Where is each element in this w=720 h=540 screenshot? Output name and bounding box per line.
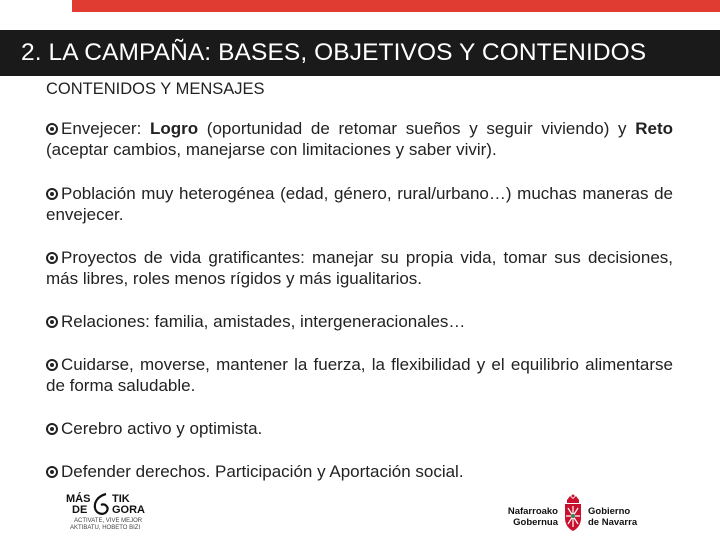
mas-tik-logo (66, 494, 156, 534)
logo-text: MÁS (66, 493, 91, 505)
bullet-text: (aceptar cambios, manejarse con limitaciones y saber vivir). (46, 140, 497, 159)
bullet-text: Proyectos de vida gratificantes: manejar su propia vida, tomar sus decisiones, más libres, roles menos rígidos y más igualitarios. (46, 248, 673, 288)
bullet-bold-reto: Reto (635, 119, 673, 138)
logo-text: GORA (112, 504, 145, 516)
circle-bullet-icon (46, 252, 58, 264)
gobierno-navarra-logo (498, 494, 678, 534)
circle-bullet-icon (46, 466, 58, 478)
bullet-text: (oportunidad de retomar sueños y seguir viviendo) y (198, 119, 636, 138)
logo-text: DE (72, 504, 88, 516)
bullet-text: Relaciones: familia, amistades, intergeneracionales… (61, 312, 466, 331)
logo-text: Gobierno (588, 506, 631, 517)
bullet-item (46, 183, 673, 225)
bullet-item (46, 247, 673, 289)
circle-bullet-icon (46, 123, 58, 135)
slide-subtitle: CONTENIDOS Y MENSAJES (46, 80, 265, 98)
bullet-list (46, 118, 673, 482)
circle-bullet-icon (46, 359, 58, 371)
bullet-bold-logro: Logro (149, 119, 199, 138)
navarra-coat-of-arms-icon (562, 494, 584, 532)
title-bar (0, 30, 720, 76)
logo-text: TIK (112, 493, 130, 505)
logo-tagline: AKTIBATU, HOBETO BIZI (70, 525, 141, 531)
top-accent-bar (72, 0, 720, 12)
bullet-item (46, 118, 673, 160)
bullet-text: Población muy heterogénea (edad, género, rural/urbano…) muchas maneras de envejecer. (46, 184, 673, 224)
bullet-item (46, 311, 673, 332)
circle-bullet-icon (46, 188, 58, 200)
bullet-item (46, 461, 673, 482)
logo-text: de Navarra (588, 517, 638, 528)
slide-title: 2. LA CAMPAÑA: BASES, OBJETIVOS Y CONTENIDOS (21, 39, 647, 66)
logo-text: Gobernua (513, 517, 558, 528)
bullet-text: Envejecer: (61, 119, 150, 138)
logo-es-text (588, 506, 637, 528)
logo-swirl-icon (90, 492, 112, 518)
bullet-text: Cuidarse, moverse, mantener la fuerza, la flexibilidad y el equilibrio alimentarse de forma saludable. (46, 355, 673, 395)
bullet-item (46, 418, 673, 439)
circle-bullet-icon (46, 316, 58, 328)
circle-bullet-icon (46, 423, 58, 435)
logo-tagline: ACTIVATE, VIVE MEJOR (74, 518, 143, 524)
logo-eu-text (502, 506, 558, 528)
bullet-text: Cerebro activo y optimista. (61, 419, 263, 438)
logo-text: Nafarroako (507, 506, 558, 517)
bullet-text: Defender derechos. Participación y Aportación social. (61, 462, 464, 481)
bullet-item (46, 354, 673, 396)
